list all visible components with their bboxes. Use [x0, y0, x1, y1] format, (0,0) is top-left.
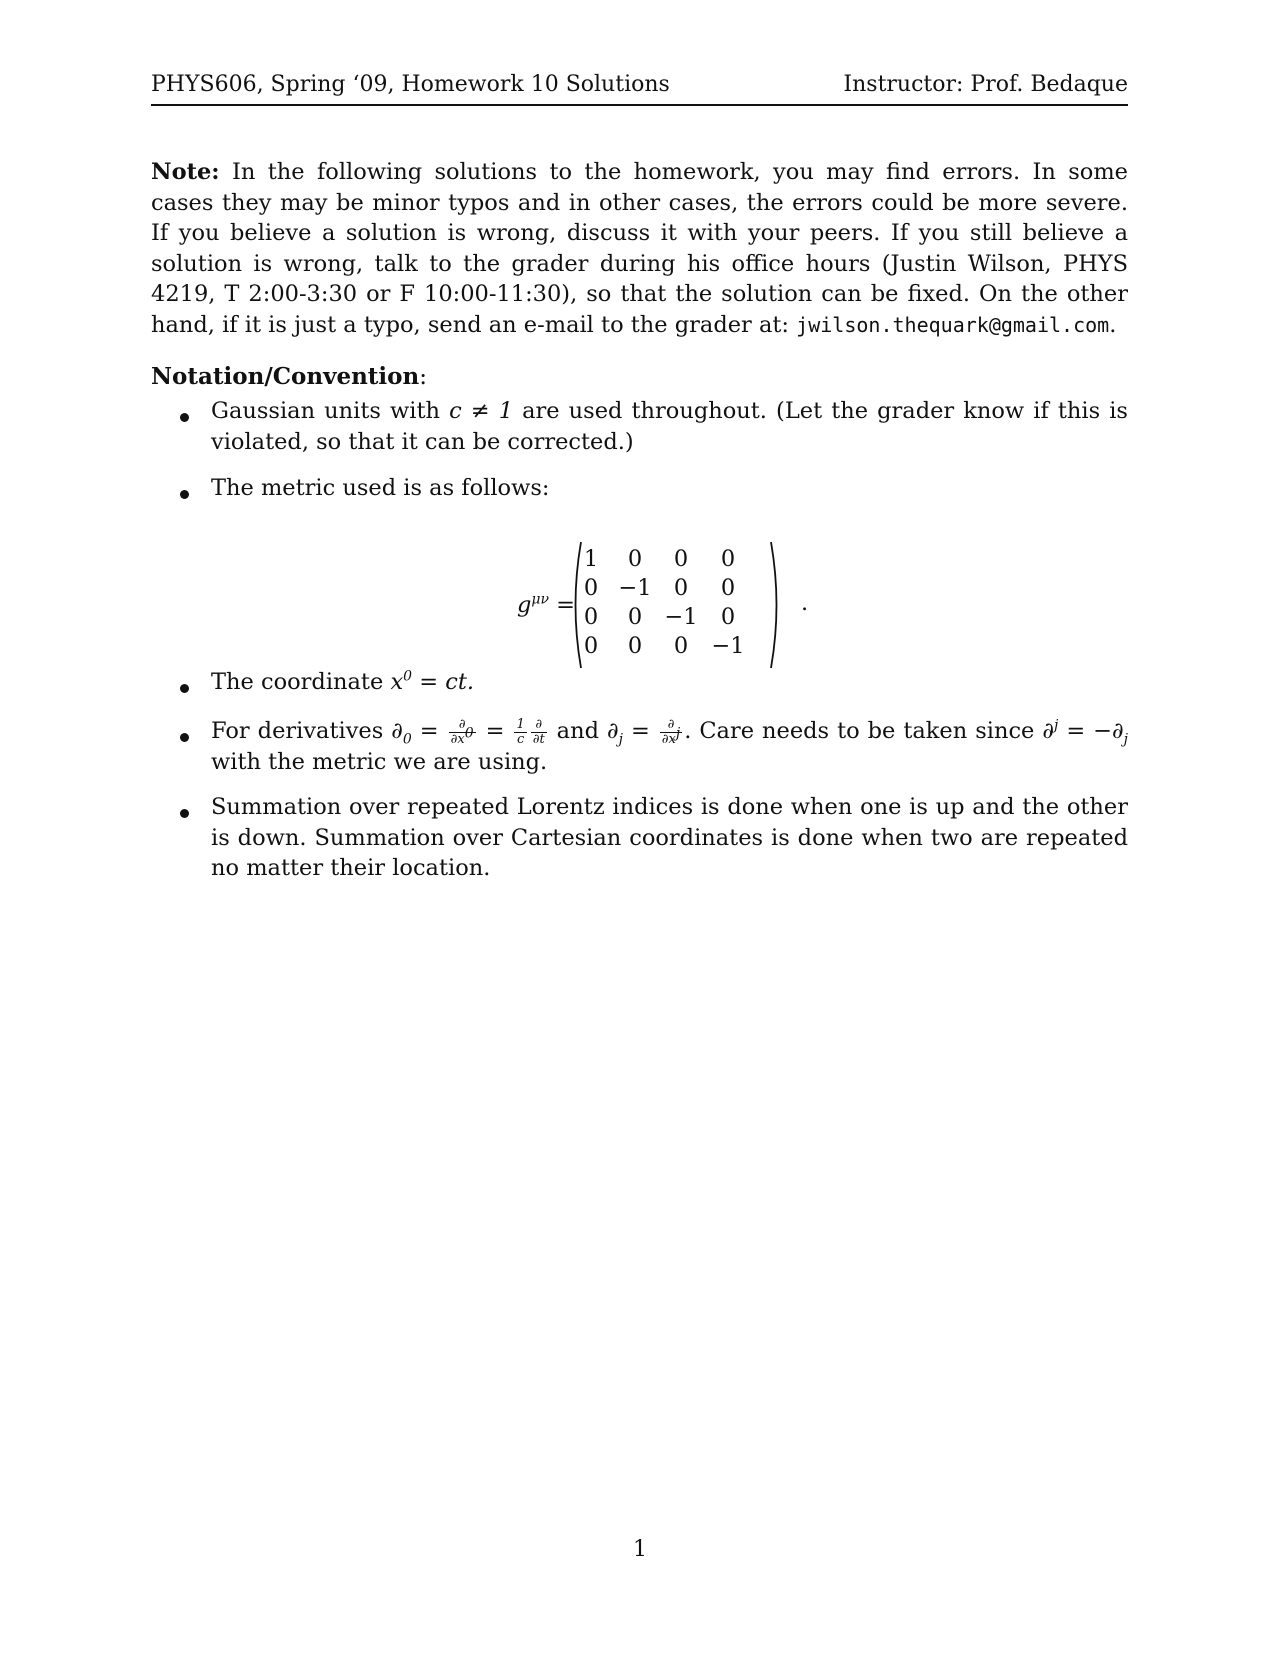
- matrix-cell: −1: [664, 604, 698, 630]
- grader-email: jwilson.thequark@gmail.com: [796, 312, 1110, 337]
- metric-symbol: g: [517, 592, 532, 618]
- page-number: 1: [633, 1537, 647, 1562]
- gaussian-text-post: are used throughout. (Let the grader know if this is violated, so that it can be corrected.): [211, 398, 1128, 455]
- matrix-cell: 0: [627, 604, 643, 630]
- list-item-coordinate: [211, 667, 1128, 698]
- matrix-cell: 0: [583, 604, 599, 630]
- derivative-raise-math: $\partial^j = -\partial_j$: [1042, 717, 1128, 748]
- gaussian-text-pre: Gaussian units with: [211, 398, 450, 424]
- matrix-cell: 0: [720, 575, 736, 601]
- bullet-icon: [180, 682, 194, 696]
- derivatives-text-post: with the metric we are using.: [211, 748, 548, 775]
- coordinate-x0: $x^0$: [390, 668, 413, 695]
- metric-intro-text: The metric used is as follows:: [211, 475, 550, 501]
- matrix-cell: 0: [627, 633, 643, 659]
- matrix-cell: 0: [583, 633, 599, 659]
- derivatives-care-text: . Care needs to be taken since: [684, 718, 1043, 744]
- note-paragraph: [151, 157, 1128, 340]
- derivative-math: $\partial_0$ = $\frac{\partial}{\partial x^0}$ = $\frac{1}{c}$ $\frac{\partial}{\partial t}$: [391, 716, 545, 748]
- metric-superscript: μν: [531, 591, 550, 608]
- page-header: [151, 70, 1128, 106]
- bullet-icon: [180, 807, 194, 821]
- bullet-icon: [180, 488, 194, 502]
- header-course-title: PHYS606, Spring ‘09, Homework 10 Solutions: [151, 72, 670, 97]
- derivatives-and: and: [548, 718, 607, 744]
- note-text: In the following solutions to the homework, you may find errors. In some cases they may be minor typos and in other cases, the errors could be more severe. If you believe a solution is wrong, discuss it with your peers. If you still believe a solution is wrong, talk to the grader during his office hours (Justin Wilson, PHYS 4219, T 2:00-3:30 or F 10:00-11:30), so that the solution can be fixed. On the other hand, if it is just a typo, send an e-mail to the grader at:: [151, 159, 1128, 338]
- matrix-cell: −1: [618, 575, 652, 601]
- list-item-metric: [211, 473, 1128, 504]
- list-item-derivatives: [211, 716, 1128, 777]
- note-end: .: [1109, 311, 1117, 338]
- metric-period: .: [801, 590, 809, 616]
- bullet-icon: [180, 731, 194, 745]
- summation-text: Summation over repeated Lorentz indices is done when one is up and the other is down. Summation over Cartesian coordinates is done when two are repeated no matter their location.: [211, 794, 1128, 881]
- list-item-gaussian: [211, 396, 1128, 457]
- note-label: Note:: [151, 159, 220, 185]
- matrix-cell: 0: [627, 546, 643, 572]
- coordinate-text: The coordinate: [211, 669, 391, 695]
- section-title-colon: :: [419, 364, 427, 390]
- matrix-cell: 1: [583, 546, 599, 572]
- matrix-cell: 0: [673, 546, 689, 572]
- matrix-cell: 0: [720, 546, 736, 572]
- coordinate-math: = ct.: [419, 669, 475, 695]
- right-paren-icon: [769, 540, 783, 670]
- section-title-text: Notation/Convention: [151, 363, 420, 390]
- matrix-cell: 0: [673, 633, 689, 659]
- matrix-cell: 0: [720, 604, 736, 630]
- derivative-j-math: $\partial_j$ = $\frac{\partial}{\partial x^j}$: [606, 716, 681, 748]
- gaussian-math: c ≠ 1: [449, 398, 514, 424]
- derivatives-text-pre: For derivatives: [211, 718, 392, 744]
- metric-matrix: [517, 540, 817, 670]
- matrix-cell: −1: [711, 633, 745, 659]
- section-title: [151, 362, 427, 392]
- header-instructor: Instructor: Prof. Bedaque: [843, 72, 1128, 97]
- metric-equals: =: [556, 592, 576, 618]
- list-item-summation: [211, 792, 1128, 884]
- matrix-cell: 0: [673, 575, 689, 601]
- matrix-cell: 0: [583, 575, 599, 601]
- bullet-icon: [180, 411, 194, 425]
